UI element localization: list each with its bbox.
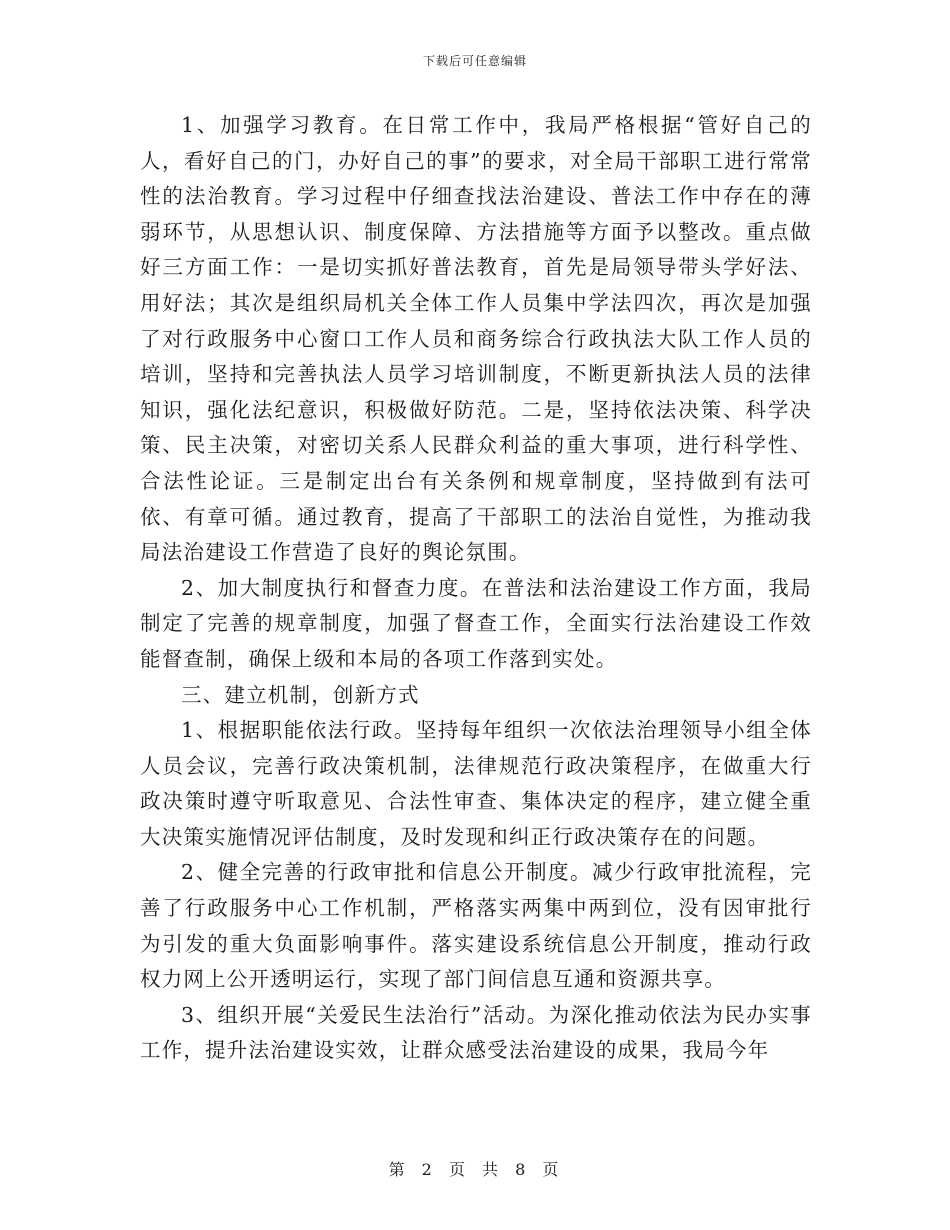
paragraph-livelihood-activity: 3、组织开展“关爱民生法治行”活动。为深化推动依法为民办实事工作，提升法治建设实效，让群众感受法治建设的成果，我局今年 [140, 1002, 812, 1063]
paragraph-lawful-administration: 1、根据职能依法行政。坚持每年组织一次依法治理领导小组全体人员会议，完善行政决策机制，法律规范行政决策程序，在做重大行政决策时遵守听取意见、合法性审查、集体决定的程序，建立健全重大决策实施情况评估制度，及时发现和纠正行政决策存在的问题。 [140, 718, 812, 849]
paragraph-approval-disclosure: 2、健全完善的行政审批和信息公开制度。减少行政审批流程，完善了行政服务中心工作机制，严格落实两集中两到位，没有因审批行为引发的重大负面影响事件。落实建设系统信息公开制度，推动行政权力网上公开透明运行，实现了部门间信息互通和资源共享。 [140, 860, 812, 992]
document-body [140, 108, 812, 1069]
paragraph-system-supervision: 2、加大制度执行和督查力度。在普法和法治建设工作方面，我局制定了完善的规章制度，加强了督查工作，全面实行法治建设工作效能督查制，确保上级和本局的各项工作落到实处。 [140, 575, 812, 671]
paragraph-study-education: 1、加强学习教育。在日常工作中，我局严格根据“管好自己的人，看好自己的门，办好自己的事”的要求，对全局干部职工进行常常性的法治教育。学习过程中仔细查找法治建设、普法工作中存在的薄弱环节，从思想认识、制度保障、方法措施等方面予以整改。重点做好三方面工作：一是切实抓好普法教育，首先是局领导带头学好法、用好法；其次是组织局机关全体工作人员集中学法四次，再次是加强了对行政服务中心窗口工作人员和商务综合行政执法大队工作人员的培训，坚持和完善执法人员学习培训制度，不断更新执法人员的法律知识，强化法纪意识，积极做好防范。二是，坚持依法决策、科学决策、民主决策，对密切关系人民群众利益的重大事项，进行科学性、合法性论证。三是制定出台有关条例和规章制度，坚持做到有法可依、有章可循。通过教育，提高了干部职工的法治自觉性，为推动我局法治建设工作营造了良好的舆论氛围。 [140, 113, 812, 565]
page-number: 第 2 页 共 8 页 [388, 1160, 562, 1179]
page-header: 下载后可任意编辑 [422, 54, 527, 68]
section-heading-mechanism: 三、建立机制，创新方式 [181, 682, 420, 707]
